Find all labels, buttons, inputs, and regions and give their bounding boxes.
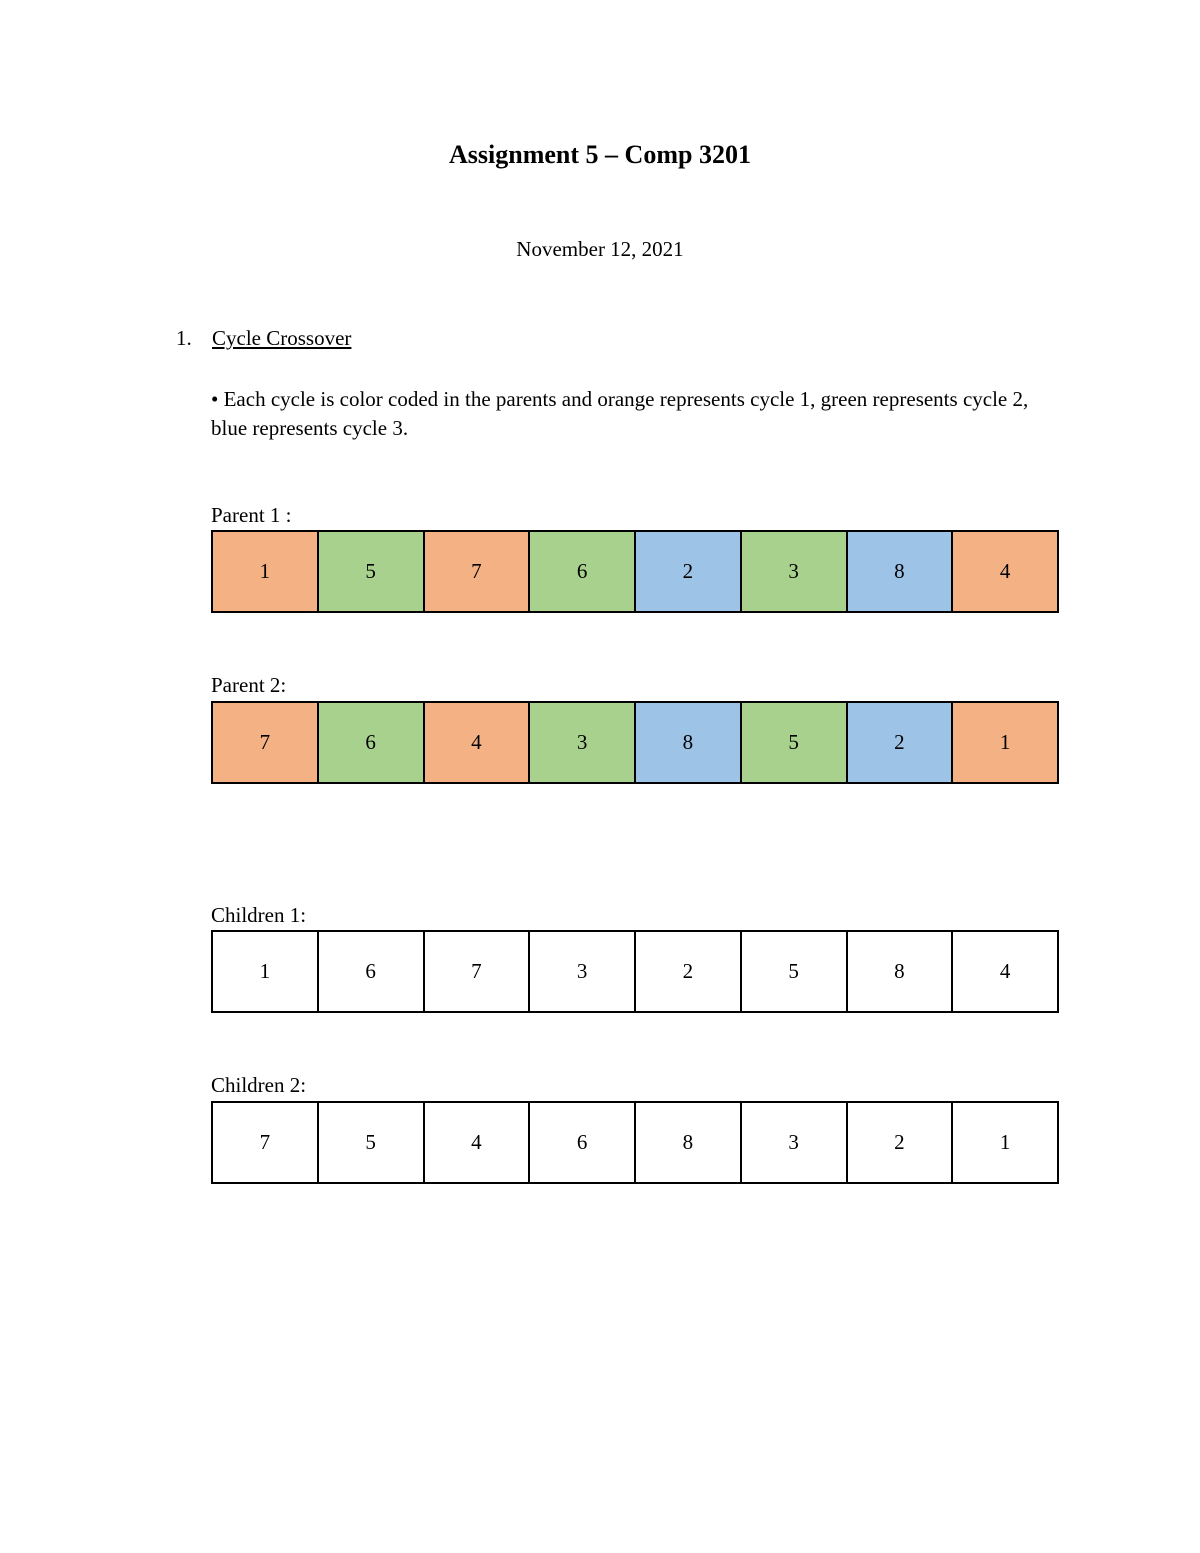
array-cell: 3: [530, 703, 636, 784]
children-2-label: Children 2:: [211, 1073, 307, 1097]
section-title: Cycle Crossover: [212, 326, 352, 350]
array-cell: 3: [742, 532, 848, 613]
array-cell: 7: [213, 703, 319, 784]
section-description: • Each cycle is color coded in the parents and orange represents cycle 1, green represents cycle 2, blue represents cycle 3.: [211, 387, 1029, 440]
array-cell: 8: [636, 1103, 742, 1184]
array-cell: 7: [425, 532, 531, 613]
array-cell: 6: [319, 703, 425, 784]
array-cell: 1: [213, 932, 319, 1013]
array-cell: 4: [953, 532, 1059, 613]
array-cell: 5: [742, 703, 848, 784]
array-cell: 2: [848, 703, 954, 784]
array-cell: 6: [319, 932, 425, 1013]
array-cell: 7: [213, 1103, 319, 1184]
parent-2-label: Parent 2:: [211, 673, 287, 697]
array-cell: 5: [319, 532, 425, 613]
parent-2-array: [211, 701, 1059, 784]
array-cell: 4: [425, 703, 531, 784]
document-date: November 12, 2021: [516, 237, 684, 261]
array-cell: 3: [530, 932, 636, 1013]
array-cell: 6: [530, 532, 636, 613]
array-cell: 2: [636, 532, 742, 613]
array-cell: 1: [953, 1103, 1059, 1184]
array-cell: 4: [953, 932, 1059, 1013]
array-cell: 6: [530, 1103, 636, 1184]
children-1-array: [211, 930, 1059, 1013]
array-cell: 5: [319, 1103, 425, 1184]
array-cell: 7: [425, 932, 531, 1013]
array-cell: 5: [742, 932, 848, 1013]
array-cell: 8: [848, 532, 954, 613]
section-number: 1.: [176, 326, 192, 350]
array-cell: 2: [636, 932, 742, 1013]
array-cell: 2: [848, 1103, 954, 1184]
array-cell: 8: [848, 932, 954, 1013]
section-heading: [176, 326, 351, 351]
document-title: Assignment 5 – Comp 3201: [449, 140, 751, 169]
parent-1-label: Parent 1 :: [211, 503, 292, 527]
children-1-label: Children 1:: [211, 903, 307, 927]
parent-1-array: [211, 530, 1059, 613]
array-cell: 1: [953, 703, 1059, 784]
array-cell: 4: [425, 1103, 531, 1184]
array-cell: 1: [213, 532, 319, 613]
children-2-array: [211, 1101, 1059, 1184]
array-cell: 8: [636, 703, 742, 784]
array-cell: 3: [742, 1103, 848, 1184]
